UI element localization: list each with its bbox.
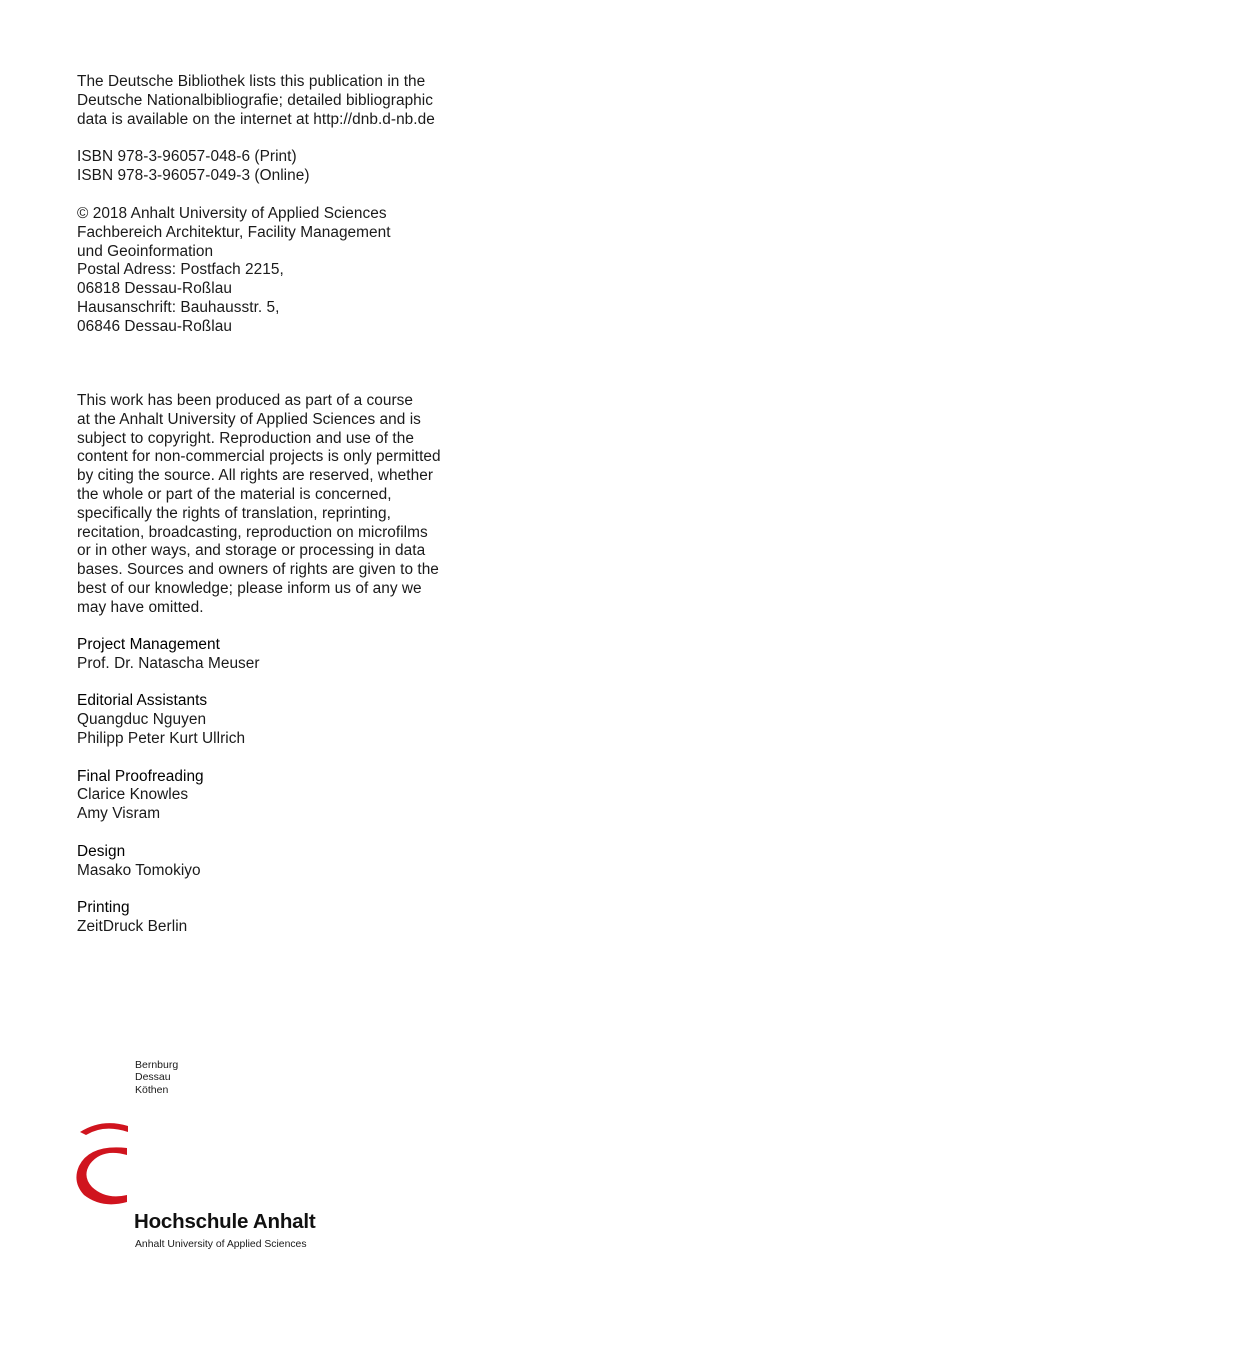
credit-editorial-assistants <box>77 692 477 748</box>
credit-name: Clarice Knowles <box>77 786 189 804</box>
rights-line: by citing the source. All rights are reserved, whether <box>77 467 433 485</box>
isbn-block <box>77 148 477 186</box>
logo-city: Köthen <box>135 1083 169 1096</box>
rights-line: best of our knowledge; please inform us of any we <box>77 579 422 597</box>
credit-name: Amy Visram <box>77 805 161 823</box>
rights-statement <box>77 392 477 618</box>
dnb-notice-line: data is available on the internet at http://dnb.d-nb.de <box>77 110 435 128</box>
dnb-notice <box>77 73 477 129</box>
dnb-notice-line: Deutsche Nationalbibliografie; detailed bibliographic <box>77 91 434 109</box>
credit-name: Quangduc Nguyen <box>77 711 207 729</box>
dnb-notice-line: The Deutsche Bibliothek lists this publication in the <box>77 73 426 90</box>
postal-address: Postal Adress: Postfach 2215, <box>77 261 284 279</box>
rights-line: at the Anhalt University of Applied Sciences and is <box>77 410 421 428</box>
copyright-block <box>77 205 477 337</box>
credit-heading: Design <box>77 842 126 860</box>
logo-city: Bernburg <box>135 1059 179 1071</box>
department-line: Fachbereich Architektur, Facility Management <box>77 223 391 241</box>
postal-city: 06818 Dessau-Roßlau <box>77 280 232 298</box>
credit-design <box>77 843 477 881</box>
logo-name: Hochschule Anhalt <box>134 1210 316 1233</box>
isbn-online: ISBN 978-3-96057-049-3 (Online) <box>77 166 310 184</box>
credit-name: ZeitDruck Berlin <box>77 917 188 935</box>
isbn-print: ISBN 978-3-96057-048-6 (Print) <box>77 148 297 165</box>
rights-line: or in other ways, and storage or processing in data <box>77 542 426 560</box>
credit-name: Philipp Peter Kurt Ullrich <box>77 729 246 747</box>
rights-line: specifically the rights of translation, reprinting, <box>77 504 391 522</box>
credit-name: Masako Tomokiyo <box>77 861 201 879</box>
credits <box>77 636 477 956</box>
rights-line: subject to copyright. Reproduction and use of the <box>77 429 414 447</box>
street-address: Hausanschrift: Bauhausstr. 5, <box>77 298 280 316</box>
copyright-line: © 2018 Anhalt University of Applied Sciences <box>77 205 387 222</box>
rights-line: content for non-commercial projects is only permitted <box>77 448 441 466</box>
rights-line: the whole or part of the material is concerned, <box>77 485 392 503</box>
hochschule-anhalt-logo-icon <box>72 1118 132 1208</box>
credit-final-proofreading <box>77 768 477 824</box>
rights-line: This work has been produced as part of a course <box>77 392 413 409</box>
logo-subtitle: Anhalt University of Applied Sciences <box>135 1239 307 1250</box>
department-line: und Geoinformation <box>77 242 214 260</box>
street-city: 06846 Dessau-Roßlau <box>77 317 232 335</box>
credit-project-management <box>77 636 477 674</box>
credit-heading: Editorial Assistants <box>77 692 208 710</box>
credit-printing <box>77 899 477 937</box>
logo-cities <box>135 1059 178 1096</box>
logo-city: Dessau <box>135 1071 171 1084</box>
rights-line: may have omitted. <box>77 598 204 616</box>
rights-line: bases. Sources and owners of rights are given to the <box>77 561 439 579</box>
credit-heading: Final Proofreading <box>77 767 204 785</box>
credit-heading: Project Management <box>77 636 220 653</box>
rights-line: recitation, broadcasting, reproduction on microfilms <box>77 523 428 541</box>
credit-heading: Printing <box>77 899 130 917</box>
credit-name: Prof. Dr. Natascha Meuser <box>77 654 260 672</box>
